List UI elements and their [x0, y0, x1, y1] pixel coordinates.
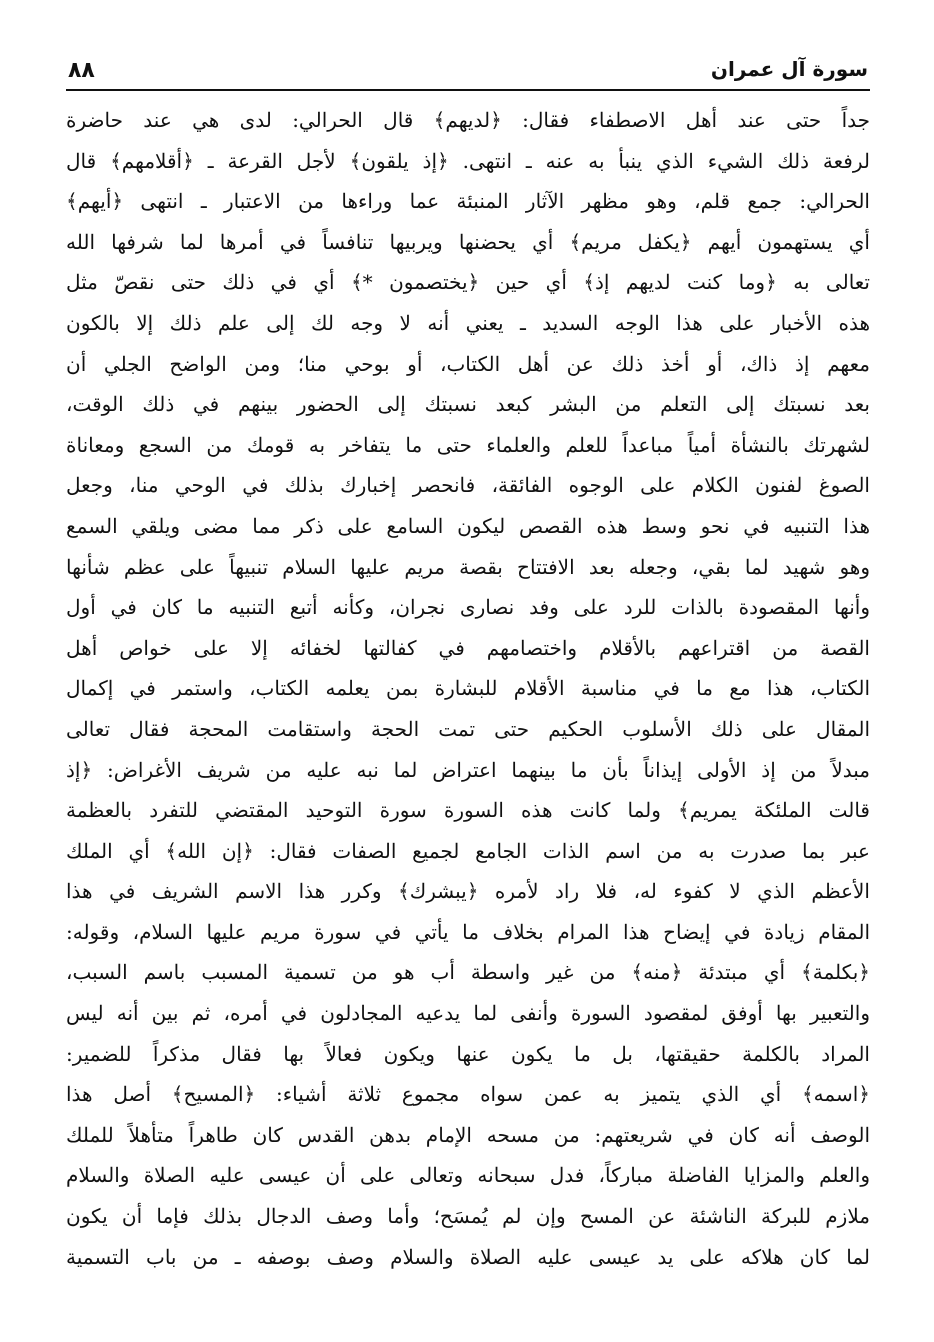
text-line: هذا التنبيه في نحو وسط هذه القصص ليكون السامع على ذكر مما مضى ويلقي السمع: [66, 513, 870, 538]
page-number: ٨٨: [68, 58, 95, 83]
text-line: الكتاب، هذا مع ما في مناسبة الأقلام للبشارة بمن يعلمه الكتاب، واستمر في إكمال: [66, 676, 870, 701]
running-head-surah-title: سورة آل عمران: [710, 57, 868, 81]
text-line: والتعبير بها أوفق لمقصود السورة وأنفى لما يدعيه المجادلون في أمره، ثم بين أنه ليس: [66, 1001, 870, 1026]
text-line: والعلم والمزايا الفاضلة مباركاً، فدل سبحانه وتعالى على أن عيسى عليه الصلاة والسلام: [66, 1163, 870, 1188]
text-line: الوصف أنه كان في شريعتهم: من مسحه الإمام بدهن القدس كان طاهراً متأهلاً للملك: [66, 1122, 870, 1147]
page-header: [68, 56, 868, 88]
text-line: جداً حتى عند أهل الاصطفاء فقال: ﴿لديهم﴾ قال الحرالي: لدى هي عند حاضرة: [66, 108, 870, 132]
text-line: المقال على ذلك الأسلوب الحكيم حتى تمت الحجة واستقامت المحجة فقال تعالى: [66, 716, 870, 741]
text-line: الصوغ لفنون الكلام على الوجوه الفائقة، فانحصر إخبارك بذلك في الوحي منا، وجعل: [66, 473, 870, 498]
text-line: قالت الملئكة يمريم﴾ ولما كانت هذه السورة سورة التوحيد المقتضي للتفرد بالعظمة: [66, 798, 870, 823]
text-line: بعد نسبتك إلى التعلم من البشر كبعد نسبتك إلى الحضور بينهم في ذلك الوقت،: [66, 392, 870, 417]
text-line: ﴿بكلمة﴾ أي مبتدئة ﴿منه﴾ من غير واسطة أب هو من تسمية المسبب باسم السبب،: [66, 960, 870, 985]
text-line: المقام زيادة في إيضاح هذا المرام بخلاف ما يأتي في سورة مريم عليها السلام، وقوله:: [66, 919, 870, 944]
body-text: [66, 100, 870, 1277]
text-line: لرفعة ذلك الشيء الذي ينبأ به عنه ـ انتهى. ﴿إذ يلقون﴾ لأجل القرعة ـ ﴿أقلامهم﴾ قال: [66, 148, 870, 173]
text-line: لشهرتك بالنشأة أمياً مباعداً للعلم والعلماء حتى ما يتفاخر به قومك من السجع ومعاناة: [66, 432, 870, 457]
text-line: مبدلاً من إذ الأولى إيذاناً بأن ما بينهما اعتراض لما نبه عليه من شريف الأغراض: ﴿إذ: [66, 757, 870, 782]
text-line: لما كان هلاكه على يد عيسى عليه الصلاة والسلام وصف بوصفه ـ من باب التسمية: [66, 1244, 870, 1269]
text-line: ﴿اسمه﴾ أي الذي يتميز به عمن سواه مجموع ثلاثة أشياء: ﴿المسيح﴾ أصل هذا: [66, 1082, 870, 1107]
text-line: تعالى به ﴿وما كنت لديهم إذ﴾ أي حين ﴿يختصمون *﴾ أي في ذلك حتى نقصّ مثل: [66, 270, 870, 295]
text-line: المراد بالكلمة حقيقتها، بل ما يكون عنها ويكون فعالاً بها فقال مذكراً للضمير:: [66, 1041, 870, 1066]
text-line: معهم إذ ذاك، أو أخذ ذلك عن أهل الكتاب، أو بوحي منا؛ ومن الواضح الجلي أن: [66, 351, 870, 376]
text-line: أي يستهمون أيهم ﴿يكفل مريم﴾ أي يحضنها ويربيها تنافساً في أمرها لما شرفها الله: [66, 229, 870, 254]
text-line: وهو شهيد لما بقي، وجعله بعد الافتتاح بقصة مريم عليها السلام تنبيهاً على عظم شأنها: [66, 554, 870, 579]
text-line: هذه الأخبار على هذا الوجه السديد ـ يعني أنه لا وجه لك إلى علم ذلك إلا بالكون: [66, 310, 870, 335]
text-line: الحرالي: جمع قلم، وهو مظهر الآثار المنبئة عما وراءها من الاعتبار ـ انتهى ﴿أيهم﴾: [66, 189, 870, 214]
text-line: عبر بما صدرت به من اسم الذات الجامع لجميع الصفات فقال: ﴿إن الله﴾ أي الملك: [66, 838, 870, 863]
text-line: وأنها المقصودة بالذات للرد على وفد نصارى نجران، وكأنه أتبع التنبيه ما كان في أول: [66, 595, 870, 620]
text-line: الأعظم الذي لا كفوء له، فلا راد لأمره ﴿يبشرك﴾ وكرر هذا الاسم الشريف في هذا: [66, 879, 870, 904]
header-rule: [66, 89, 870, 91]
text-line: القصة من اقتراعهم بالأقلام واختصامهم في كفالتها لخفائه إلا على خواص أهل: [66, 635, 870, 660]
text-line: ملازم للبركة الناشئة عن المسح وإن لم يُمسَح؛ وأما وصف الدجال بذلك فإما أن يكون: [66, 1204, 870, 1229]
